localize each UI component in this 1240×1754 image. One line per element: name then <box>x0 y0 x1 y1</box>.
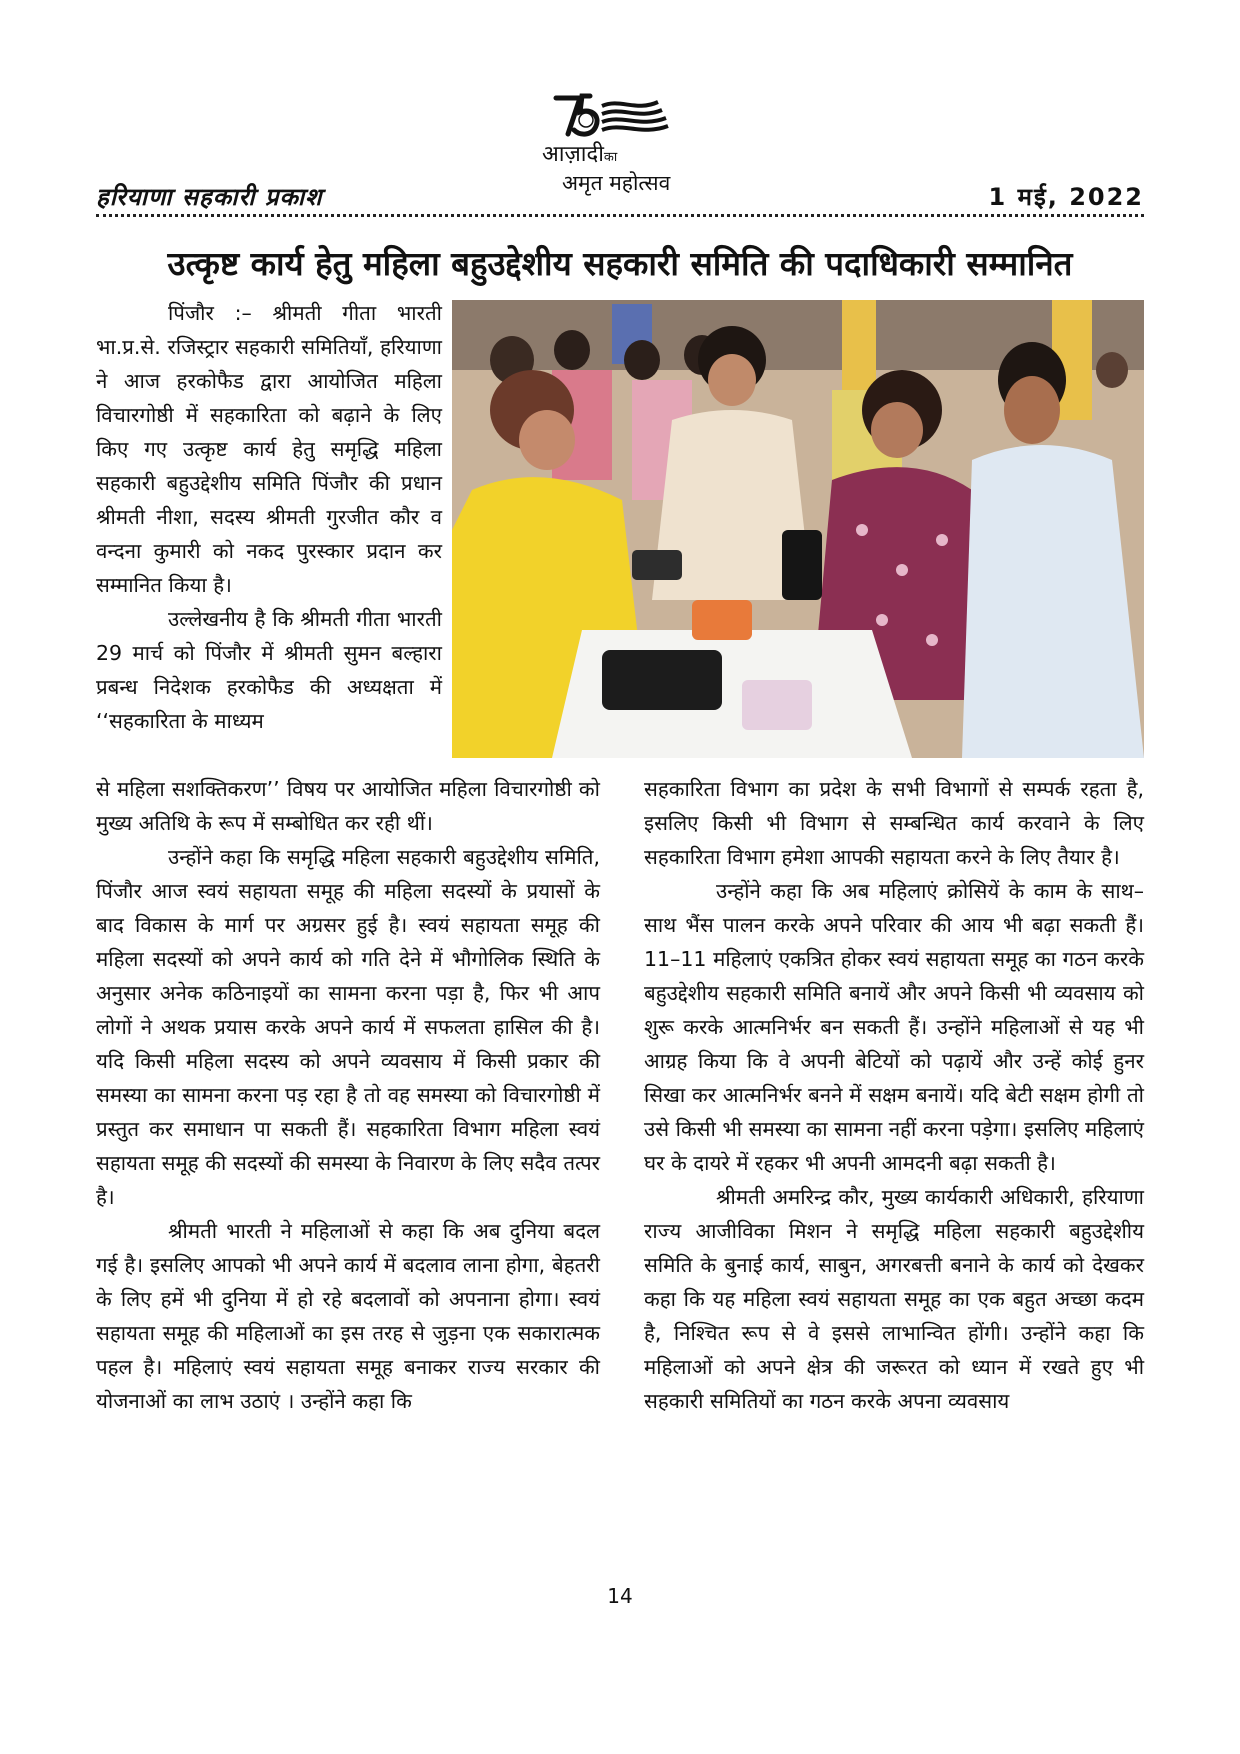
publication-name: हरियाणा सहकारी प्रकाश <box>96 183 323 211</box>
article-column2 <box>644 772 1144 1418</box>
paragraph-continued: से महिला सशक्तिकरण’’ विषय पर आयोजित महिला विचारगोष्ठी को मुख्य अतिथि के रूप में सम्बोधित कर रही थीं। <box>96 777 600 835</box>
logo-text-line1: आज़ादीका <box>542 142 618 167</box>
issue-date: 1 मई, 2022 <box>988 183 1144 211</box>
event-photo-illustration <box>452 300 1144 758</box>
article-column1-bottom <box>96 772 600 1418</box>
logo-text-line2: अमृत महोत्सव <box>562 171 671 195</box>
paragraph: उन्होंने कहा कि समृद्धि महिला सहकारी बहुउद्देशीय समिति, पिंजौर आज स्वयं सहायता समूह की महिला सदस्यों के प्रयासों के बाद विकास के मार्ग पर अग्रसर हुई है। स्वयं सहायता समूह की महिला सदस्यों को अपने कार्य को गति देने में भौगोलिक स्थिति के अनुसार अनेक कठिनाइयों का सामना करना पड़ा है, फिर भी आप लोगों ने अथक प्रयास करके अपने कार्य में सफलता हासिल की है। यदि किसी महिला सदस्य को अपने व्यवसाय में किसी प्रकार की समस्या का सामना करना पड़ रहा है तो वह समस्या को विचारगोष्ठी में प्रस्तुत कर समाधान पा सकती हैं। सहकारिता विभाग महिला स्वयं सहायता समूह की सदस्यों की समस्या के निवारण के लिए सदैव तत्पर है। <box>96 845 600 1209</box>
azadi-ka-amrit-mahotsav-logo <box>540 92 700 202</box>
article-headline: उत्कृष्ट कार्य हेतु महिला बहुउद्देशीय सहकारी समिति की पदाधिकारी सम्मानित <box>167 244 1073 283</box>
logo-75-flag-icon <box>550 92 690 144</box>
page-number: 14 <box>607 1584 633 1608</box>
paragraph-continued: सहकारिता विभाग का प्रदेश के सभी विभागों से सम्पर्क रहता है, इसलिए किसी भी विभाग से सम्बन्धित कार्य करवाने के लिए सहकारिता विभाग हमेशा आपकी सहायता करने के लिए तैयार है। <box>644 777 1144 869</box>
paragraph: श्रीमती अमरिन्द्र कौर, मुख्य कार्यकारी अधिकारी, हरियाणा राज्य आजीविका मिशन ने समृद्धि महिला सहकारी बहुउद्देशीय समिति के बुनाई कार्य, साबुन, अगरबत्ती बनाने के कार्य को देखकर कहा कि यह महिला स्वयं सहायता समूह का एक बहुत अच्छा कदम है, निश्चित रूप से वे इससे लाभान्वित होंगी। उन्होंने कहा कि महिलाओं को अपने क्षेत्र की जरूरत को ध्यान में रखते हुए भी सहकारी समितियों का गठन करके अपना व्यवसाय <box>644 1185 1144 1413</box>
paragraph: उन्होंने कहा कि अब महिलाएं क्रोसियें के काम के साथ–साथ भैंस पालन करके अपने परिवार की आय भी बढ़ा सकती हैं। 11–11 महिलाएं एकत्रित होकर स्वयं सहायता समूह का गठन करके बहुउद्देशीय सहकारी समिति बनायें और अपने किसी भी व्यवसाय को शुरू करके आत्मनिर्भर बन सकती हैं। उन्होंने महिलाओं से यह भी आग्रह किया कि वे अपनी बेटियों को पढ़ायें और उन्हें कोई हुनर सिखा कर आत्मनिर्भर बनने में सक्षम बनायें। यदि बेटी सक्षम होगी तो उसे किसी भी समस्या का सामना नहीं करना पड़ेगा। इसलिए महिलाएं घर के दायरे में रहकर भी अपनी आमदनी बढ़ा सकती है। <box>644 879 1144 1175</box>
paragraph: उल्लेखनीय है कि श्रीमती गीता भारती 29 मार्च को पिंजौर में श्रीमती सुमन बल्हारा प्रबन्ध निदेशक हरकोफैड की अध्यक्षता में ‘‘सहकारिता के माध्यम <box>96 607 442 733</box>
event-photo <box>452 300 1144 758</box>
paragraph: पिंजौर :– श्रीमती गीता भारती भा.प्र.से. रजिस्ट्रार सहकारी समितियाँ, हरियाणा ने आज हरकोफैड द्वारा आयोजित महिला विचारगोष्ठी में सहकारिता को बढ़ाने के लिए किए गए उत्कृष्ट कार्य हेतु समृद्धि महिला सहकारी बहुउद्देशीय समिति पिंजौर की प्रधान श्रीमती नीशा, सदस्य श्रीमती गुरजीत कौर व वन्दना कुमारी को नकद पुरस्कार प्रदान कर सम्मानित किया है। <box>96 301 442 597</box>
header-divider <box>96 214 1144 217</box>
paragraph: श्रीमती भारती ने महिलाओं से कहा कि अब दुनिया बदल गई है। इसलिए आपको भी अपने कार्य में बदलाव लाना होगा, बेहतरी के लिए हमें भी दुनिया में हो रहे बदलावों को अपनाना होगा। स्वयं सहायता समूह की महिलाओं का इस तरह से जुड़ना एक सकारात्मक पहल है। महिलाएं स्वयं सहायता समूह बनाकर राज्य सरकार की योजनाओं का लाभ उठाएं । उन्होंने कहा कि <box>96 1219 600 1413</box>
article-column1-top <box>96 296 442 738</box>
